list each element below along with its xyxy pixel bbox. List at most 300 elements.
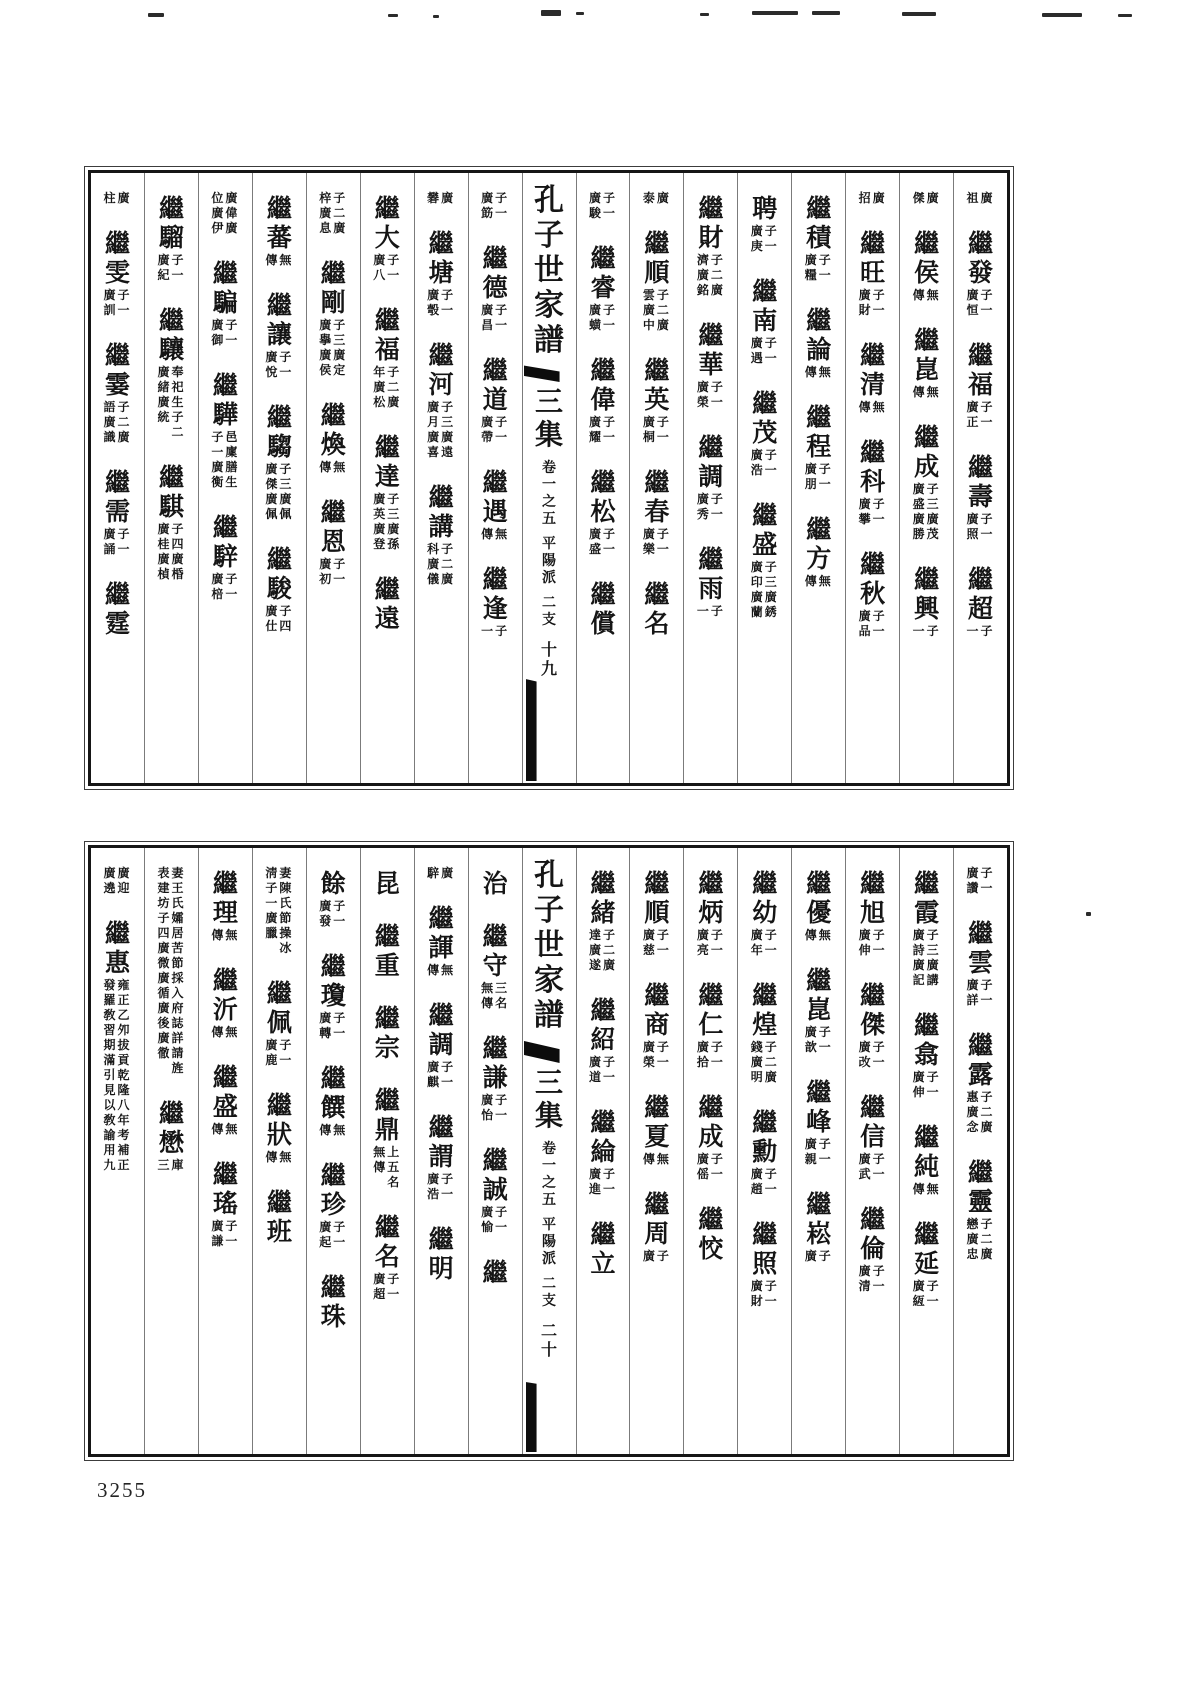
entry-annotation [910,385,944,400]
entry-annotation [856,1040,890,1070]
annotation-row: 歆一 [804,1040,833,1054]
person-name [752,390,777,448]
person-name [860,342,885,400]
name-char: 繼 [428,1227,454,1254]
name-char: 雯 [105,260,131,287]
name-char: 繼 [212,373,238,400]
annotation-row: 九正 [103,1158,132,1172]
annotation-row: 傑廣 [912,191,941,205]
annotation-row: 愉一 [481,1220,510,1234]
name-char: 讓 [266,322,292,349]
genealogy-entry [478,923,512,1011]
scan-artifact [752,11,798,15]
name-char: 綸 [590,1139,616,1166]
entry-annotation [694,253,728,298]
genealogy-entry [910,870,944,988]
person-name [644,230,669,288]
genealogy-entry [375,923,400,981]
name-char: 信 [860,1124,886,1151]
genealogy-entry [586,357,620,445]
annotation-row: 廣子 [211,318,240,332]
name-char: 福 [968,372,994,399]
annotation-row: 語子 [103,400,132,414]
person-name [590,1221,615,1279]
name-char: 煌 [752,1012,778,1039]
genealogy-column [306,848,360,1454]
annotation-row: 科子 [427,542,456,556]
genealogy-entry [586,1109,620,1197]
annotation-row: 駿一 [588,206,617,220]
entry-annotation [964,400,998,430]
name-char: 繼 [590,998,616,1025]
entry-annotation [586,928,620,973]
person-name [968,920,993,978]
person-name [698,195,723,253]
annotation-row: 廣子 [265,604,294,618]
person-name [644,469,669,527]
name-char: 剛 [320,290,346,317]
name-char: 繼 [266,405,292,432]
name-char: 繼 [914,328,940,355]
annotation-row: 榮一 [642,1055,671,1069]
name-char: 繼 [644,358,670,385]
person-name [860,439,885,497]
annotation-row: 品一 [858,624,887,638]
annotation-row: 廣子 [642,1040,671,1054]
genealogy-column [252,173,306,783]
name-char: 春 [644,499,670,526]
annotation-row: 傳無 [912,385,941,399]
annotation-row: 明廣 [750,1070,779,1084]
genealogy-entry [856,551,890,639]
person-name [698,870,723,928]
person-name [644,357,669,415]
name-char: 繼 [914,567,940,594]
annotation-row: 桐一 [642,430,671,444]
annotation-row: 紀一 [157,268,186,282]
book-title [534,183,564,358]
entry-annotation [856,928,890,958]
annotation-row: 廣子 [588,1055,617,1069]
entry-annotation [802,574,836,589]
entry-annotation [802,1137,836,1167]
entry-annotation [478,527,512,542]
name-char: 繼 [968,455,994,482]
entry-annotation [694,380,728,410]
annotation-row: 建王 [157,881,186,895]
annotation-row: 廣子 [319,1011,348,1025]
person-name [860,1094,885,1152]
entry-annotation [478,1093,512,1123]
annotation-row: 耀一 [588,430,617,444]
annotation-row: 伊廣 [211,221,240,235]
annotation-row: 拾一 [696,1055,725,1069]
name-char: 霞 [914,900,940,927]
annotation-row: 傳無 [319,1123,348,1137]
person-name [644,581,669,639]
genealogy-column [737,848,791,1454]
person-name [321,953,346,1011]
genealogy-entry [748,278,782,366]
genealogy-column [468,173,522,783]
annotation-row: 廣二 [642,303,671,317]
column-continuation-note [101,866,135,896]
name-char: 繼 [590,358,616,385]
genealogy-entry [586,245,620,333]
person-name [375,434,400,492]
annotation-row: 廣膳 [211,460,240,474]
annotation-row: 遶迎 [103,881,132,895]
annotation-row: 起一 [319,1235,348,1249]
name-char: 立 [590,1251,616,1278]
person-name [375,870,400,899]
entry-annotation [208,928,242,943]
annotation-row: 廣子 [373,492,402,506]
annotation-row: 廣偉 [211,206,240,220]
genealogy-entry [856,342,890,415]
entry-annotation [316,318,350,378]
scan-artifact [1086,912,1091,916]
genealogy-entry [590,581,615,639]
genealogy-entry [424,342,458,460]
person-name [968,566,993,624]
name-char: 繼 [806,405,832,432]
name-char: 繼 [212,1162,238,1189]
genealogy-entry [424,230,458,318]
person-name [968,454,993,512]
lineage-char: 陽 [542,554,557,569]
genealogy-entry [101,920,135,1173]
name-char: 蕃 [266,225,292,252]
person-name [429,1114,454,1172]
entry-annotation [748,1279,782,1309]
genealogy-frame-bottom [88,845,1010,1457]
genealogy-entry [370,307,404,410]
name-char: 餘 [320,871,346,898]
person-name [267,195,292,253]
annotation-row: 松廣 [373,395,402,409]
annotation-row: 照一 [966,527,995,541]
annotation-row: 諭考 [103,1128,132,1142]
annotation-row: 一子 [966,624,995,638]
person-name [968,230,993,288]
person-name [213,514,238,572]
annotation-row: 習夘 [103,1023,132,1037]
name-char: 繼 [968,343,994,370]
annotation-row: 廣生 [157,395,186,409]
entry-annotation [910,928,944,988]
name-char: 繼 [158,465,184,492]
genealogy-entry [910,1012,944,1100]
person-name [267,1189,292,1247]
entry-annotation [424,400,458,460]
entry-annotation [101,978,135,1173]
annotation-row: 廣子 [427,1060,456,1074]
annotation-row: 侯定 [319,363,348,377]
annotation-row: 筯一 [481,206,510,220]
name-char: 繼 [698,1095,724,1122]
annotation-row: 廣廣 [427,430,456,444]
annotation-row: 廣子 [750,560,779,574]
name-char: 繼 [914,231,940,258]
name-char: 治 [482,871,508,898]
person-name [321,499,346,557]
fishtail-mark-icon [524,364,560,382]
person-name [483,1147,508,1205]
genealogy-entry [910,230,944,303]
volume-char: 一 [542,1159,557,1174]
name-char: 謙 [482,1065,508,1092]
entry-annotation [748,928,782,958]
lineage-char: 派 [542,1252,557,1267]
name-char: 遇 [482,499,508,526]
annotation-row: 謙一 [211,1234,240,1248]
annotation-row: 傳無 [804,928,833,942]
annotation-row: 徹請 [157,1046,186,1060]
name-char: 繼 [860,231,886,258]
entry-annotation [640,1152,674,1167]
entry-annotation [478,981,512,1011]
genealogy-column [468,848,522,1454]
volume-char: 五 [542,512,557,527]
annotation-row: 武一 [858,1167,887,1181]
name-char: 霆 [105,611,131,638]
entry-annotation [802,928,836,943]
name-char: 大 [374,225,400,252]
name-char: 繼 [266,1093,292,1120]
person-name [644,1191,669,1249]
genealogy-entry [154,464,188,582]
annotation-row: 期拔 [103,1038,132,1052]
person-name [752,870,777,928]
name-char: 崑 [914,357,940,384]
annotation-row: 廣子 [588,415,617,429]
entry-annotation [964,288,998,318]
annotation-row: 廣苦 [157,941,186,955]
entry-annotation [802,253,836,283]
genealogy-entry [316,260,350,378]
genealogy-entry [483,1259,508,1288]
annotation-row: 正一 [966,415,995,429]
name-char: 繼 [428,485,454,512]
annotation-row: 讚一 [966,881,995,895]
name-char: 延 [914,1251,940,1278]
annotation-row: 進一 [588,1182,617,1196]
person-name [914,1124,939,1182]
annotation-row: 傳無 [265,253,294,267]
annotation-row: 廣二 [319,206,348,220]
name-char: 繼 [374,1215,400,1242]
genealogy-entry [586,469,620,557]
person-name [590,870,615,928]
entry-annotation [424,288,458,318]
annotation-row: 廣子 [750,224,779,238]
person-name [429,484,454,542]
annotation-row: 八一 [373,268,402,282]
name-char: 繼 [698,547,724,574]
genealogy-entry [748,502,782,620]
entry-annotation [316,460,350,475]
person-name [860,870,885,928]
person-name [483,245,508,303]
person-name [321,1065,346,1123]
annotation-row: 伸一 [912,1085,941,1099]
annotation-row: 仕四 [265,619,294,633]
genealogy-column [683,173,737,783]
name-char: 秋 [860,581,886,608]
title-column [522,173,576,783]
name-char: 繼 [212,261,238,288]
annotation-row: 敎乙 [103,1008,132,1022]
entry-annotation [910,1279,944,1309]
name-char: 繼 [860,983,886,1010]
entry-annotation [262,1150,296,1165]
title-char: 家 [534,289,565,322]
annotation-row: 廣二 [966,1232,995,1246]
person-name [321,1162,346,1220]
name-char: 優 [806,900,832,927]
annotation-row: 詳一 [966,993,995,1007]
volume-info [542,1141,556,1310]
name-char: 繼 [320,500,346,527]
annotation-row: 衡生 [211,475,240,489]
entry-annotation [316,1123,350,1138]
name-char: 騮 [158,225,184,252]
name-char: 河 [428,372,454,399]
name-char: 雲 [968,950,994,977]
column-bar-mark-icon [526,679,537,781]
annotation-row: 廣子 [804,462,833,476]
name-char: 恩 [320,529,346,556]
name-char: 繼 [428,231,454,258]
name-char: 昆 [374,871,400,898]
genealogy-entry [101,230,135,318]
annotation-row: 帶一 [481,430,510,444]
genealogy-column [629,173,683,783]
annotation-row: 轉一 [319,1026,348,1040]
entry-annotation [424,963,458,978]
column-continuation-note [910,191,944,206]
genealogy-column [791,173,845,783]
annotation-row: 傳無 [211,1122,240,1136]
annotation-row: 傳名 [481,996,510,1010]
person-name [914,870,939,928]
person-name [429,342,454,400]
name-char: 興 [914,596,940,623]
annotation-row: 廣子 [427,400,456,414]
name-char: 繼 [806,1192,832,1219]
annotation-row: 廣子 [642,527,671,541]
person-name [752,1109,777,1167]
entry-annotation [856,1264,890,1294]
annotation-row: 廣二 [966,1105,995,1119]
entry-annotation [154,522,188,582]
name-char: 騶 [266,434,292,461]
annotation-row: 親一 [804,1152,833,1166]
annotation-row: 廣子 [858,1152,887,1166]
name-char: 繼 [698,1207,724,1234]
title-char: 孔 [534,859,565,892]
name-char: 繼 [914,871,940,898]
annotation-row: 冰 [279,941,294,955]
name-char: 繼 [105,921,131,948]
name-char: 程 [806,434,832,461]
genealogy-entry [640,1191,674,1264]
person-name [860,982,885,1040]
name-char: 繼 [752,983,778,1010]
name-char: 霎 [105,372,131,399]
annotation-row: 怡一 [481,1108,510,1122]
entry-annotation [802,365,836,380]
person-name [213,260,238,318]
annotation-row: 傳無 [912,1182,941,1196]
genealogy-column [144,173,198,783]
annotation-row: 廣子 [696,380,725,394]
name-char: 騏 [158,494,184,521]
annotation-row: 棓一 [211,587,240,601]
title-char: 集 [535,1101,564,1132]
person-name [375,923,400,981]
annotation-row: 廣子 [211,572,240,586]
person-name [483,566,508,624]
annotation-row: 廣子 [481,415,510,429]
name-char: 繼 [644,983,670,1010]
name-char: 繼 [590,1222,616,1249]
annotation-row: 悅一 [265,365,294,379]
name-char: 懋 [158,1130,184,1157]
annotation-row: 浩一 [750,463,779,477]
name-char: 繼 [590,871,616,898]
title-char: 三 [535,1068,564,1099]
column-continuation-note [101,191,135,206]
entry-annotation [478,303,512,333]
annotation-row: 廣子 [858,288,887,302]
entry-annotation [370,253,404,283]
scan-artifact [812,11,840,15]
annotation-row: 傜一 [696,1167,725,1181]
name-char: 繼 [644,871,670,898]
annotation-row: 傳無 [211,1025,240,1039]
name-char: 繼 [914,1125,940,1152]
person-name [429,905,454,963]
genealogy-column [360,173,414,783]
entry-annotation [694,492,728,522]
genealogy-entry [208,1161,242,1249]
name-char: 繼 [644,1192,670,1219]
annotation-row: 騂廣 [427,866,456,880]
name-char: 繼 [105,582,131,609]
person-name [698,1094,723,1152]
annotation-row: 傳無 [481,527,510,541]
annotation-row: 伸一 [858,943,887,957]
annotation-row: 銘廣 [696,283,725,297]
name-char: 償 [590,611,616,638]
annotation-row: 廣子 [642,928,671,942]
name-char: 盛 [212,1094,238,1121]
genealogy-entry [802,516,836,589]
annotation-row: 傳無 [804,574,833,588]
name-char: 論 [806,337,832,364]
annotation-row: 廣子 [319,318,348,332]
person-name [267,404,292,462]
entry-annotation [586,1167,620,1197]
name-char: 崑 [806,997,832,1024]
annotation-row: 廣子 [265,350,294,364]
annotation-row: 傑三 [265,477,294,491]
genealogy-entry [802,1079,836,1167]
genealogy-entry [640,230,674,333]
person-name [752,195,777,224]
